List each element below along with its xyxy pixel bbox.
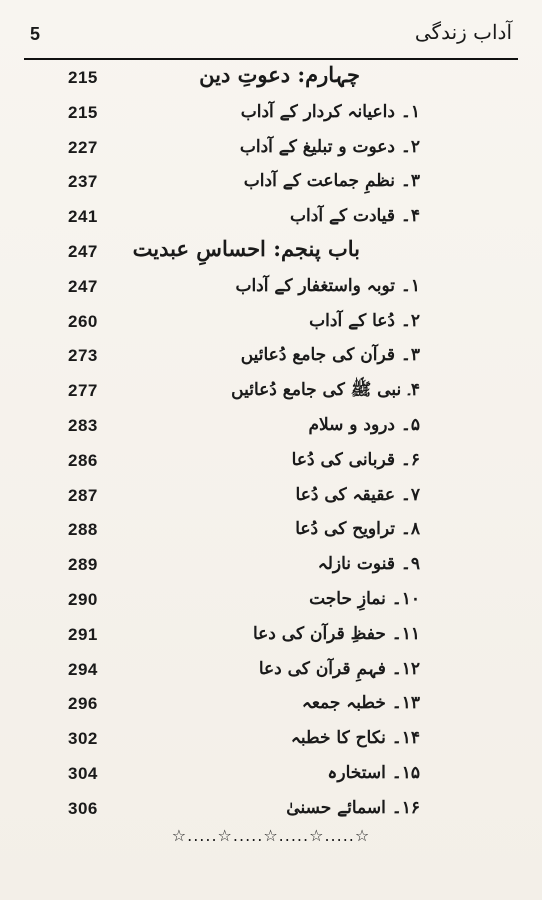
toc-section-heading: باب پنجم: احساسِ عبدیت [132,236,360,261]
toc-entry-title: ۱۰۔ نمازِ حاجت [309,589,420,609]
toc-page-number: 215 [68,102,98,122]
toc-page-number: 291 [68,624,98,644]
toc-row [0,170,542,200]
toc-section-heading: چہارم: دعوتِ دین [199,62,360,87]
toc-row [0,310,542,340]
toc-row [0,588,542,618]
toc-row [0,658,542,688]
running-title: آداب زندگی [414,20,512,44]
toc-entry-title: ۲۔ دعوت و تبلیغ کے آداب [239,136,420,157]
toc-entry-title: ۱۶۔ اسمائے حسنیٰ [286,797,420,818]
toc-page-number: 288 [68,520,98,540]
toc-entry-title: ۱۲۔ فہمِ قرآن کی دعا [258,658,420,679]
toc-row [0,414,542,444]
toc-page-number: 283 [68,416,98,435]
toc-row [0,727,542,757]
toc-page-number: 237 [68,172,98,192]
toc-row [0,484,542,514]
footer-ornament: ☆.....☆.....☆.....☆.....☆ [171,826,371,845]
page-number: 5 [30,24,41,44]
toc-row [0,553,542,583]
toc-page-number: 290 [68,590,98,609]
toc-entry-title: ۱۔ داعیانہ کردار کے آداب [240,101,420,122]
toc-entry-title: ۴۔ نبی ﷺ کی جامع دُعائیں [231,380,420,401]
toc-page-number: 306 [68,798,98,818]
toc-page-number: 260 [68,311,98,331]
toc-entry-title: ۴۔ قیادت کے آداب [290,206,420,227]
toc-page-number: 286 [68,450,98,470]
toc-page-number: 247 [68,276,98,296]
toc-page-number: 304 [68,764,98,783]
toc-entry-title: ۱۴۔ نکاح کا خطبہ [290,728,420,749]
toc-row [0,205,542,235]
toc-row [0,692,542,722]
toc-heading-row [0,236,542,270]
toc-page-number: 289 [68,555,98,575]
toc-page-number: 294 [68,659,98,679]
toc-heading-row [0,62,542,96]
toc-row [0,797,542,827]
toc-entry-title: ۷۔ عقیقہ کی دُعا [295,484,420,505]
header-rule [24,58,518,60]
toc-row [0,275,542,305]
toc-row [0,623,542,653]
toc-entry-title: ۱۱۔ حفظِ قرآن کی دعا [252,623,420,644]
toc-entry-title: ۳۔ قرآن کی جامع دُعائیں [240,345,420,366]
toc-row [0,344,542,374]
toc-entry-title: ۶۔ قربانی کی دُعا [291,449,420,470]
toc-row [0,449,542,479]
toc-entry-title: ۹۔ قنوت نازلہ [317,554,420,575]
toc-entry-title: ۵۔ درود و سلام [308,415,420,435]
toc-page-number: 296 [68,694,98,714]
toc-page-number: 277 [68,381,98,401]
toc-row [0,379,542,409]
toc-page-number: 241 [68,207,98,227]
toc-entry-title: ۱۳۔ خطبہ جمعہ [301,693,420,714]
toc-page-number: 302 [68,729,98,749]
toc-row [0,518,542,548]
toc-entry-title: ۳۔ نظمِ جماعت کے آداب [243,171,420,192]
page-header [24,18,518,56]
toc-entry-title: ۲۔ دُعا کے آداب [309,310,420,331]
toc-entry-title: ۸۔ تراویح کی دُعا [295,519,420,540]
toc-page-number: 287 [68,485,98,505]
toc-page-number: 227 [68,137,98,157]
toc-entry-title: ۱۔ توبہ واستغفار کے آداب [235,275,420,296]
toc-row [0,136,542,166]
toc-row [0,101,542,131]
toc-page-number: 273 [68,346,98,366]
toc-row [0,762,542,792]
toc-entry-title: ۱۵۔ استخارہ [327,763,420,783]
toc-page-number: 247 [68,242,98,261]
toc-page-number: 215 [68,68,98,87]
